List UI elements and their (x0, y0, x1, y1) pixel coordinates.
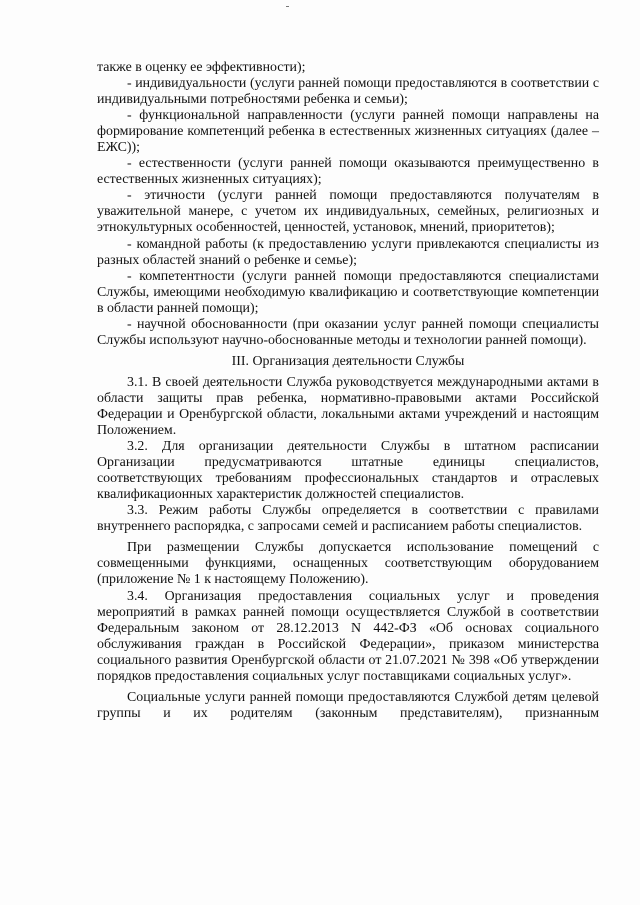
paragraph-3-4: 3.4. Организация предоставления социальных услуг и проведения мероприятий в рамках ранней помощи осуществляется Службой в соответствии Федеральным законом от 28.12.2013 N 442-ФЗ «Об основах социального обслуживания граждан в Российской Федерации», приказом министерства социального развития Оренбургской области от 21.07.2021 № 398 «Об утверждении порядков предоставления социальных услуг поставщиками социальных услуг». (97, 588, 599, 684)
paragraph-social-services: Социальные услуги ранней помощи предоставляются Службой детям целевой группы и их родителям (законным представителям), признанным (97, 689, 599, 721)
section-heading: III. Организация деятельности Службы (231, 353, 465, 369)
paragraph-continuation: также в оценку ее эффективности); (97, 60, 306, 75)
paragraph-3-3: 3.3. Режим работы Службы определяется в соответствии с правилами внутреннего распорядка, с запросами семей и расписанием работы специалистов. (97, 503, 599, 535)
document-body (97, 60, 599, 722)
principle-functional-orientation: - функциональной направленности (услуги ранней помощи направлены на формирование компетенций ребенка в естественных жизненных ситуациях (далее – ЕЖС)); (97, 108, 599, 156)
paragraph-3-1: 3.1. В своей деятельности Служба руководствуется международными актами в области защиты прав ребенка, нормативно-правовыми актами Российской Федерации и Оренбургской области, локальными актами учреждений и настоящим Положением. (97, 374, 599, 439)
principle-scientific-validity: - научной обоснованности (при оказании услуг ранней помощи специалисты Службы используют научно-обоснованные методы и технологии ранней помощи). (97, 316, 599, 348)
principle-ethics: - этичности (услуги ранней помощи предоставляются получателям в уважительной манере, с учетом их индивидуальных, семейных, религиозных и этнокультурных особенностей, ценностей, установок, мнений, приоритетов); (97, 188, 599, 236)
paragraph-3-2: 3.2. Для организации деятельности Службы в штатном расписании Организации предусматриваются штатные единицы специалистов, соответствующих требованиям профессиональных стандартов и отраслевых квалификационных характеристик должностей специалистов. (97, 439, 599, 503)
scan-mark (286, 6, 289, 7)
principle-individuality: - индивидуальности (услуги ранней помощи предоставляются в соответствии с индивидуальными потребностями ребенка и семьи); (97, 76, 599, 108)
principle-competence: - компетентности (услуги ранней помощи предоставляются специалистами Службы, имеющими необходимую квалификацию и соответствующие компетенции в области ранней помощи); (97, 268, 599, 316)
principle-naturalness: - естественности (услуги ранней помощи оказываются преимущественно в естественных жизненных ситуациях); (97, 156, 599, 188)
paragraph-premises: При размещении Службы допускается использование помещений с совмещенными функциями, оснащенных соответствующим оборудованием (приложение № 1 к настоящему Положению). (97, 540, 599, 588)
principle-teamwork: - командной работы (к предоставлению услуги привлекаются специалисты из разных областей знаний о ребенке и семье); (97, 236, 599, 268)
